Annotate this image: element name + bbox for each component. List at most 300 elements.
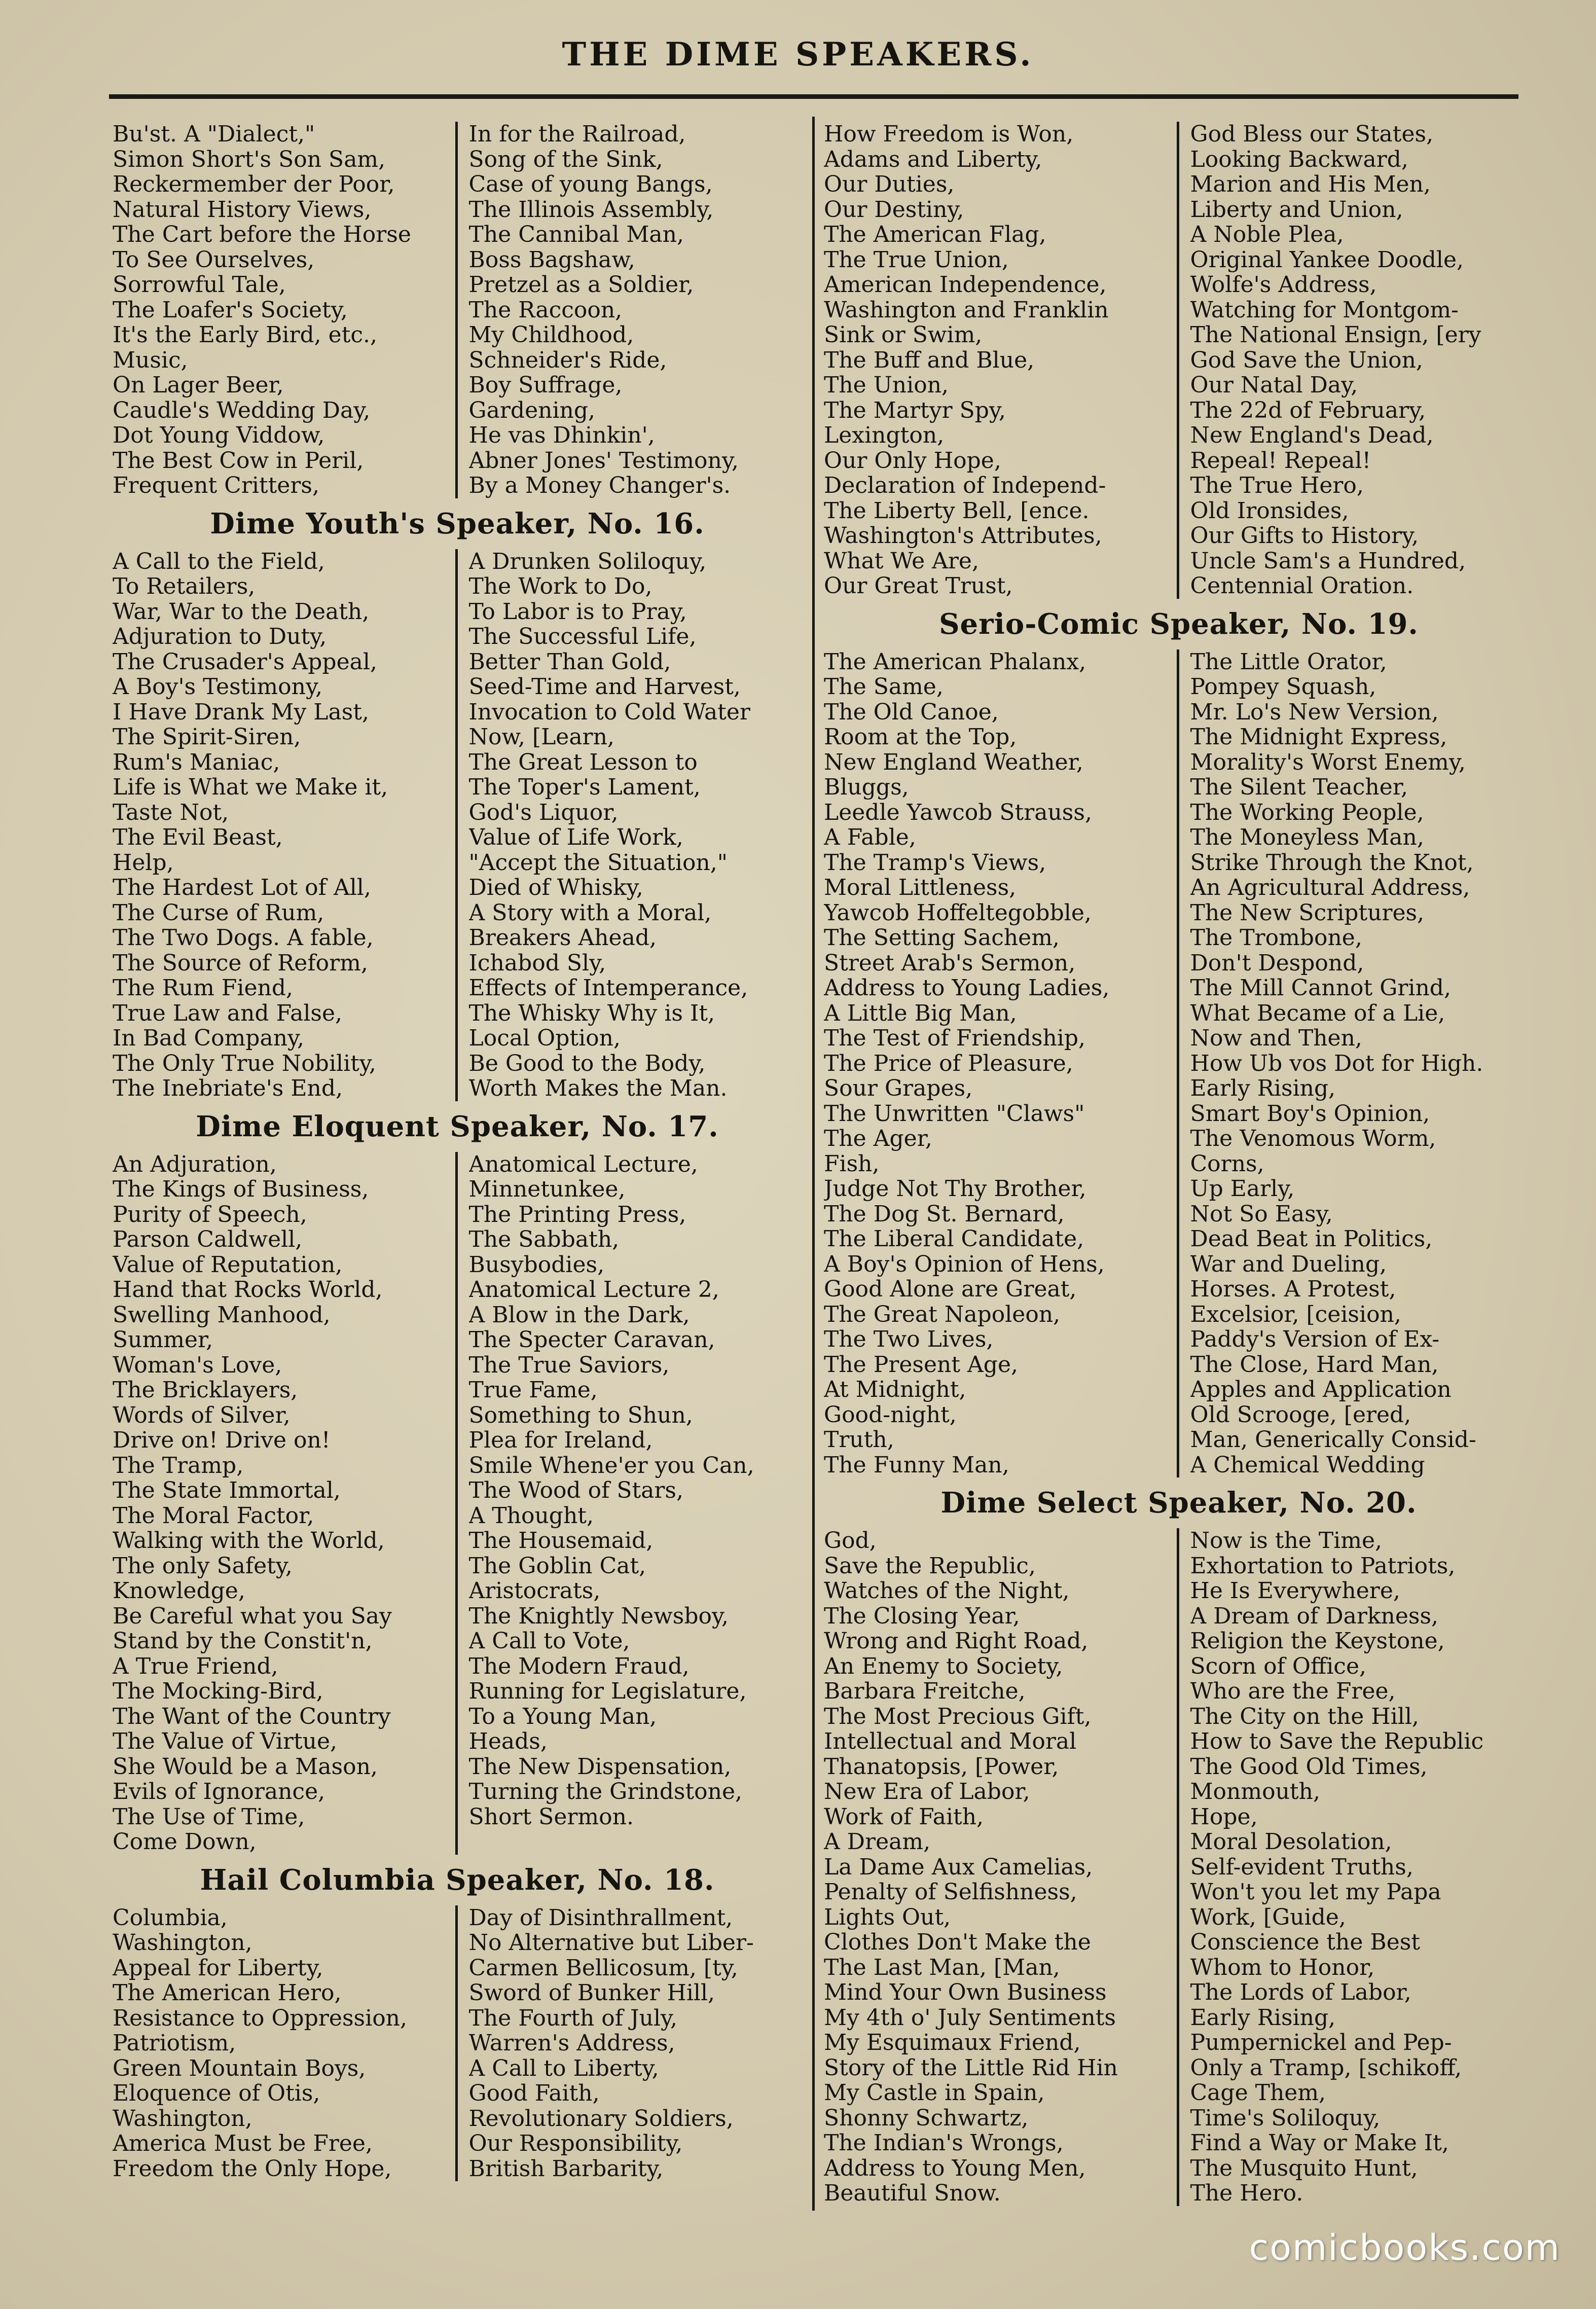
list-item: Schneider's Ride, (468, 347, 667, 373)
list-item: Adjuration to Duty, (113, 624, 327, 650)
list-item: Good Faith, (468, 2081, 600, 2106)
list-item: America Must be Free, (113, 2131, 373, 2156)
list-item: A Dream, (824, 1829, 931, 1855)
list-item: Intellectual and Moral (824, 1729, 1077, 1754)
section-title: Dime Select Speaker, No. 20. (940, 1486, 1417, 1520)
list-item: No Alternative but Liber- (468, 1930, 754, 1956)
list-item: Walking with the World, (113, 1528, 385, 1554)
list-item: Evils of Ignorance, (113, 1779, 325, 1805)
list-item: Self-evident Truths, (1190, 1854, 1413, 1880)
list-item: Summer, (113, 1327, 213, 1353)
list-item: Looking Backward, (1190, 147, 1408, 172)
list-item: Not So Easy, (1190, 1201, 1333, 1226)
list-item: Washington, (113, 2106, 252, 2131)
list-item: Reckermember der Poor, (113, 172, 395, 197)
list-item: Our Natal Day, (1190, 373, 1358, 398)
watermark: comicbooks.com (1249, 2227, 1561, 2268)
list-item: Purity of Speech, (113, 1202, 307, 1227)
list-item: "Accept the Situation," (468, 850, 728, 875)
list-item: Beautiful Snow. (824, 2181, 1001, 2206)
list-item: Come Down, (113, 1829, 257, 1855)
list-item: Seed-Time and Harvest, (468, 674, 741, 700)
column-1 (107, 122, 451, 498)
list-item: Green Mountain Boys, (113, 2055, 366, 2081)
list-item: New England's Dead, (1190, 423, 1434, 448)
list-item: Ichabod Sly, (468, 950, 606, 976)
list-item: Clothes Don't Make the (824, 1930, 1091, 1955)
list-item: An Enemy to Society, (824, 1653, 1063, 1679)
list-item: To See Ourselves, (113, 247, 315, 272)
list-item: Work, [Guide, (1190, 1904, 1346, 1930)
list-item: Columbia, (113, 1905, 228, 1930)
list-item: At Midnight, (824, 1377, 966, 1402)
list-item: Good-night, (824, 1402, 957, 1427)
list-item: In for the Railroad, (468, 122, 686, 147)
list-item: The Closing Year, (824, 1603, 1020, 1629)
list-item: Story of the Little Rid Hin (824, 2055, 1118, 2080)
list-item: Sorrowful Tale, (113, 272, 286, 298)
list-item: God Bless our States, (1190, 122, 1434, 147)
list-item: The Sabbath, (468, 1227, 620, 1252)
column-1 (107, 1905, 451, 2182)
list-item: The Want of the Country (113, 1704, 391, 1729)
list-item: Early Rising, (1190, 1076, 1336, 1101)
list-item: How to Save the Republic (1190, 1729, 1484, 1754)
list-item: The Union, (824, 373, 949, 398)
list-item: New Era of Labor, (824, 1779, 1030, 1805)
list-item: Now and Then, (1190, 1026, 1362, 1051)
section-title: Dime Eloquent Speaker, No. 17. (196, 1109, 719, 1143)
list-item: The Ager, (824, 1126, 932, 1151)
list-item: Barbara Freitche, (824, 1679, 1026, 1704)
list-item: Early Rising, (1190, 2005, 1336, 2030)
column-2 (1177, 1528, 1539, 2206)
list-item: Stand by the Constit'n, (113, 1629, 373, 1654)
list-item: Case of young Bangs, (468, 172, 713, 197)
list-item: Room at the Top, (824, 725, 1017, 750)
list-item: My Childhood, (468, 322, 634, 348)
page-title: THE DIME SPEAKERS. (562, 35, 1034, 74)
list-item: Bu'st. A "Dialect," (113, 122, 315, 147)
list-item: The True Saviors, (468, 1352, 670, 1378)
list-item: Exhortation to Patriots, (1190, 1553, 1456, 1578)
list-item: Mind Your Own Business (824, 1980, 1107, 2005)
list-item: The Use of Time, (113, 1804, 305, 1829)
list-item: A Thought, (468, 1503, 594, 1528)
list-item: Words of Silver, (113, 1402, 291, 1428)
list-item: Yawcob Hoffeltegobble, (824, 900, 1092, 925)
list-item: The Value of Virtue, (113, 1729, 338, 1754)
list-item: A Drunken Soliloquy, (468, 549, 707, 574)
list-item: The Silent Teacher, (1190, 775, 1408, 800)
list-item: Life is What we Make it, (113, 775, 388, 800)
list-item: Minnetunkee, (468, 1177, 626, 1202)
list-item: The Martyr Spy, (824, 398, 1006, 423)
list-item: Repeal! Repeal! (1190, 448, 1371, 473)
list-item: Boss Bagshaw, (468, 247, 635, 272)
list-item: The Old Canoe, (824, 699, 999, 725)
list-item: Time's Soliloquy, (1190, 2105, 1381, 2131)
list-item: Plea for Ireland, (468, 1428, 653, 1453)
list-item: Anatomical Lecture 2, (468, 1277, 719, 1303)
list-item: Fish, (824, 1151, 880, 1176)
list-item: A Boy's Testimony, (113, 674, 322, 700)
list-item: Woman's Love, (113, 1352, 282, 1378)
list-item: The Bricklayers, (113, 1378, 298, 1403)
list-item: An Adjuration, (113, 1151, 277, 1177)
list-item: Shonny Schwartz, (824, 2105, 1029, 2131)
list-item: In Bad Company, (113, 1026, 305, 1051)
list-item: Something to Shun, (468, 1402, 693, 1428)
section-no-20 (819, 1477, 1539, 2206)
list-item: Uncle Sam's a Hundred, (1190, 548, 1466, 573)
list-item: Frequent Critters, (113, 473, 319, 498)
list-item: Leedle Yawcob Strauss, (824, 800, 1092, 825)
list-item: The Trombone, (1190, 925, 1362, 951)
list-item: Religion the Keystone, (1190, 1629, 1445, 1654)
list-item: The Close, Hard Man, (1190, 1352, 1439, 1377)
list-item: The National Ensign, [ery (1190, 322, 1481, 348)
list-item: The Hero. (1190, 2181, 1303, 2206)
list-item: Centennial Oration. (1190, 573, 1414, 599)
list-item: The Raccoon, (468, 297, 623, 322)
list-item: Gardening, (468, 398, 596, 423)
list-item: To Retailers, (113, 574, 256, 599)
column-1 (819, 1528, 1173, 2206)
list-item: The City on the Hill, (1190, 1704, 1419, 1729)
list-item: New England Weather, (824, 749, 1083, 775)
list-item: Short Sermon. (468, 1804, 634, 1829)
list-item: Dot Young Viddow, (113, 423, 325, 448)
list-item: Good Alone are Great, (824, 1277, 1077, 1302)
center-divider (812, 117, 815, 2211)
list-item: Conscience the Best (1190, 1930, 1421, 1955)
list-item: A Story with a Moral, (468, 900, 712, 925)
list-item: The Hardest Lot of All, (113, 875, 371, 900)
list-item: Penalty of Selfishness, (824, 1880, 1077, 1905)
list-item: Work of Faith, (824, 1804, 984, 1829)
list-item: I Have Drank My Last, (113, 699, 369, 725)
list-item: The Best Cow in Peril, (113, 448, 364, 473)
list-item: A Fable, (824, 825, 916, 850)
list-item: The Printing Press, (468, 1202, 686, 1227)
list-item: Revolutionary Soldiers, (468, 2106, 734, 2131)
list-item: The Setting Sachem, (824, 925, 1060, 951)
list-item: The Great Napoleon, (824, 1302, 1061, 1327)
list-item: Strike Through the Knot, (1190, 850, 1474, 875)
list-item: To a Young Man, (468, 1704, 657, 1729)
list-item: The Whisky Why is It, (468, 1000, 715, 1026)
list-item: Pretzel as a Soldier, (468, 272, 694, 298)
list-item: Our Gifts to History, (1190, 523, 1419, 549)
list-item: How Freedom is Won, (824, 122, 1074, 147)
list-item: Eloquence of Otis, (113, 2081, 320, 2106)
list-item: Watching for Montgom- (1190, 297, 1459, 322)
list-item: A Chemical Wedding (1190, 1452, 1425, 1477)
list-item: Save the Republic, (824, 1553, 1036, 1578)
column-2 (1177, 650, 1539, 1478)
list-item: The Indian's Wrongs, (824, 2131, 1064, 2156)
list-item: Warren's Address, (468, 2031, 675, 2056)
list-item: Old Ironsides, (1190, 498, 1349, 523)
list-item: Pumpernickel and Pep- (1190, 2030, 1452, 2055)
list-item: Appeal for Liberty, (113, 1955, 323, 1980)
list-item: Sour Grapes, (824, 1076, 973, 1101)
column-2 (455, 1152, 808, 1855)
list-item: Sword of Bunker Hill, (468, 1980, 715, 2006)
list-item: Paddy's Version of Ex- (1190, 1327, 1440, 1352)
list-item: Drive on! Drive on! (113, 1428, 331, 1453)
list-item: The Mocking-Bird, (113, 1679, 323, 1704)
list-item: God's Liquor, (468, 800, 619, 825)
list-item: Abner Jones' Testimony, (468, 448, 739, 473)
list-item: Local Option, (468, 1026, 621, 1051)
list-item: The Work to Do, (468, 574, 652, 599)
list-item: Our Responsibility, (468, 2131, 683, 2156)
list-item: Cage Them, (1190, 2080, 1326, 2106)
list-item: A Little Big Man, (824, 1000, 1017, 1026)
list-item: The State Immortal, (113, 1478, 341, 1503)
list-item: Mr. Lo's New Version, (1190, 699, 1439, 725)
list-item: Value of Reputation, (113, 1252, 343, 1277)
list-item: Street Arab's Sermon, (824, 950, 1076, 976)
list-item: Truth, (824, 1427, 894, 1453)
list-item: Declaration of Independ- (824, 473, 1106, 498)
list-item: Hope, (1190, 1804, 1258, 1829)
list-item: The Tramp's Views, (824, 850, 1046, 875)
section-title: Hail Columbia Speaker, No. 18. (200, 1863, 715, 1897)
list-item: Be Careful what you Say (113, 1603, 392, 1629)
list-item: Only a Tramp, [schikoff, (1190, 2055, 1462, 2080)
list-item: The Spirit-Siren, (113, 725, 301, 750)
list-item: The Same, (824, 674, 944, 700)
list-item: The Only True Nobility, (113, 1051, 376, 1076)
list-item: Carmen Bellicosum, [ty, (468, 1955, 738, 1980)
list-item: Don't Despond, (1190, 950, 1364, 976)
column-2 (455, 549, 808, 1101)
list-item: A Call to Liberty, (468, 2055, 659, 2081)
section-no-16 (107, 498, 807, 1101)
list-item: The Inebriate's End, (113, 1076, 343, 1101)
list-item: The Moneyless Man, (1190, 825, 1424, 850)
list-item: Whom to Honor, (1190, 1955, 1375, 1980)
list-item: My Esquimaux Friend, (824, 2030, 1081, 2055)
list-item: Old Scrooge, [ered, (1190, 1402, 1411, 1427)
list-item: Washington, (113, 1930, 252, 1956)
list-item: Parson Caldwell, (113, 1227, 303, 1252)
right-half (819, 122, 1539, 2226)
section-title: Serio-Comic Speaker, No. 19. (939, 607, 1419, 641)
list-item: La Dame Aux Camelias, (824, 1854, 1093, 1880)
section-continued-right (819, 122, 1539, 599)
list-item: Boy Suffrage, (468, 373, 623, 398)
list-item: The Rum Fiend, (113, 976, 294, 1001)
list-item: How Ub vos Dot for High. (1190, 1051, 1483, 1076)
list-item: The Modern Fraud, (468, 1653, 690, 1679)
list-item: Patriotism, (113, 2031, 236, 2056)
list-item: Our Duties, (824, 172, 955, 197)
list-item: The 22d of February, (1190, 398, 1426, 423)
list-item: American Independence, (824, 272, 1107, 298)
list-item: Swelling Manhood, (113, 1302, 331, 1327)
list-item: Better Than Gold, (468, 649, 671, 674)
list-item: The Last Man, [Man, (824, 1955, 1060, 1980)
list-item: The Working People, (1190, 800, 1424, 825)
list-item: Horses. A Protest, (1190, 1277, 1396, 1302)
list-item: A Call to Vote, (468, 1629, 630, 1654)
list-item: To Labor is to Pray, (468, 599, 687, 624)
list-item: Thanatopsis, [Power, (824, 1754, 1059, 1779)
list-item: A Boy's Opinion of Hens, (824, 1251, 1105, 1277)
list-item: Smile Whene'er you Can, (468, 1453, 754, 1478)
list-item: By a Money Changer's. (468, 473, 731, 498)
list-item: Day of Disinthrallment, (468, 1905, 733, 1930)
list-item: Moral Littleness, (824, 875, 1017, 900)
column-1 (819, 650, 1173, 1478)
column-2 (455, 1905, 808, 2182)
list-item: Smart Boy's Opinion, (1190, 1101, 1430, 1126)
list-item: The American Flag, (824, 222, 1046, 247)
list-item: Rum's Maniac, (113, 749, 280, 775)
list-item: Won't you let my Papa (1190, 1880, 1441, 1905)
list-item: The Kings of Business, (113, 1177, 369, 1202)
list-item: The Evil Beast, (113, 825, 283, 850)
list-item: He vas Dhinkin', (468, 423, 655, 448)
column-1 (819, 122, 1173, 599)
list-item: Sink or Swim, (824, 322, 983, 348)
list-item: Lexington, (824, 423, 945, 448)
list-item: The Tramp, (113, 1453, 244, 1478)
list-item: Value of Life Work, (468, 825, 683, 850)
list-item: It's the Early Bird, etc., (113, 322, 377, 348)
list-item: The Illinois Assembly, (468, 197, 714, 222)
list-item: The Two Lives, (824, 1327, 994, 1352)
list-item: Now is the Time, (1190, 1528, 1382, 1554)
list-item: British Barbarity, (468, 2156, 664, 2181)
list-item: The Two Dogs. A fable, (113, 925, 374, 951)
list-item: Wrong and Right Road, (824, 1629, 1089, 1654)
list-item: True Law and False, (113, 1000, 343, 1026)
list-item: Monmouth, (1190, 1779, 1320, 1805)
header-rule (109, 94, 1518, 99)
section-no-18 (107, 1855, 807, 2182)
list-item: The Wood of Stars, (468, 1478, 683, 1503)
list-item: Liberty and Union, (1190, 197, 1403, 222)
list-item: Hand that Rocks World, (113, 1277, 383, 1303)
list-item: The New Scriptures, (1190, 900, 1425, 925)
list-item: Address to Young Ladies, (824, 976, 1110, 1001)
list-item: The Venomous Worm, (1190, 1126, 1436, 1151)
list-item: Died of Whisky, (468, 875, 643, 900)
list-item: The American Phalanx, (824, 649, 1086, 674)
list-item: An Agricultural Address, (1190, 875, 1470, 900)
list-item: Breakers Ahead, (468, 925, 657, 951)
list-item: War and Dueling, (1190, 1251, 1387, 1277)
list-item: Our Great Trust, (824, 573, 1013, 599)
list-item: A True Friend, (113, 1653, 278, 1679)
list-item: Corns, (1190, 1151, 1264, 1176)
list-item: Busybodies, (468, 1252, 605, 1277)
column-2 (1177, 122, 1539, 599)
list-item: Marion and His Men, (1190, 172, 1431, 197)
list-item: The Liberty Bell, [ence. (824, 498, 1090, 523)
list-item: Our Destiny, (824, 197, 964, 222)
list-item: The only Safety, (113, 1553, 293, 1578)
list-item: The Great Lesson to (468, 749, 698, 775)
list-item: What Became of a Lie, (1190, 1000, 1445, 1026)
list-item: The True Hero, (1190, 473, 1364, 498)
list-item: Judge Not Thy Brother, (824, 1176, 1086, 1202)
list-item: The Lords of Labor, (1190, 1980, 1411, 2005)
list-item: Freedom the Only Hope, (113, 2156, 392, 2181)
list-item: Bluggs, (824, 775, 909, 800)
list-item: The Goblin Cat, (468, 1553, 646, 1578)
list-item: The Liberal Candidate, (824, 1226, 1084, 1252)
list-item: The Toper's Lament, (468, 775, 701, 800)
list-item: The Cannibal Man, (468, 222, 684, 247)
list-item: The Specter Caravan, (468, 1327, 715, 1353)
column-1 (107, 549, 451, 1101)
list-item: The Crusader's Appeal, (113, 649, 377, 674)
list-item: What We Are, (824, 548, 979, 573)
list-item: Our Only Hope, (824, 448, 1001, 473)
section-no-19 (819, 599, 1539, 1478)
column-2 (455, 122, 808, 498)
list-item: Knowledge, (113, 1578, 245, 1604)
section-no-17 (107, 1101, 807, 1855)
list-item: Dead Beat in Politics, (1190, 1226, 1433, 1252)
list-item: The Moral Factor, (113, 1503, 314, 1528)
list-item: Watches of the Night, (824, 1578, 1070, 1604)
section-title: Dime Youth's Speaker, No. 16. (210, 507, 705, 540)
list-item: The Unwritten "Claws" (824, 1101, 1085, 1126)
list-item: Resistance to Oppression, (113, 2005, 408, 2031)
list-item: She Would be a Mason, (113, 1754, 378, 1779)
list-item: Invocation to Cold Water (468, 699, 750, 725)
list-item: Simon Short's Son Sam, (113, 147, 386, 172)
list-item: A Call to the Field, (113, 549, 325, 574)
list-item: Find a Way or Make It, (1190, 2131, 1449, 2156)
list-item: War, War to the Death, (113, 599, 370, 624)
list-item: My 4th o' July Sentiments (824, 2005, 1116, 2030)
list-item: Turning the Grindstone, (468, 1779, 743, 1805)
list-item: Man, Generically Consid- (1190, 1427, 1476, 1453)
list-item: The Housemaid, (468, 1528, 654, 1554)
list-item: Moral Desolation, (1190, 1829, 1392, 1855)
list-item: Effects of Intemperance, (468, 976, 748, 1001)
list-item: The New Dispensation, (468, 1754, 732, 1779)
list-item: The Buff and Blue, (824, 347, 1035, 373)
list-item: Morality's Worst Enemy, (1190, 749, 1466, 775)
list-item: Music, (113, 347, 188, 373)
list-item: Who are the Free, (1190, 1679, 1396, 1704)
list-item: Adams and Liberty, (824, 147, 1042, 172)
list-item: Scorn of Office, (1190, 1653, 1366, 1679)
list-item: Address to Young Men, (824, 2155, 1086, 2181)
list-item: The Most Precious Gift, (824, 1704, 1092, 1729)
list-item: Caudle's Wedding Day, (113, 398, 371, 423)
list-item: The Knightly Newsboy, (468, 1603, 729, 1629)
list-item: Song of the Sink, (468, 147, 663, 172)
list-item: God, (824, 1528, 877, 1554)
list-item: Natural History Views, (113, 197, 372, 222)
list-item: Anatomical Lecture, (468, 1151, 698, 1177)
list-item: Now, [Learn, (468, 725, 614, 750)
list-item: Help, (113, 850, 174, 875)
list-item: The American Hero, (113, 1980, 342, 2006)
list-item: Excelsior, [ceision, (1190, 1302, 1401, 1327)
list-item: The Price of Pleasure, (824, 1051, 1073, 1076)
